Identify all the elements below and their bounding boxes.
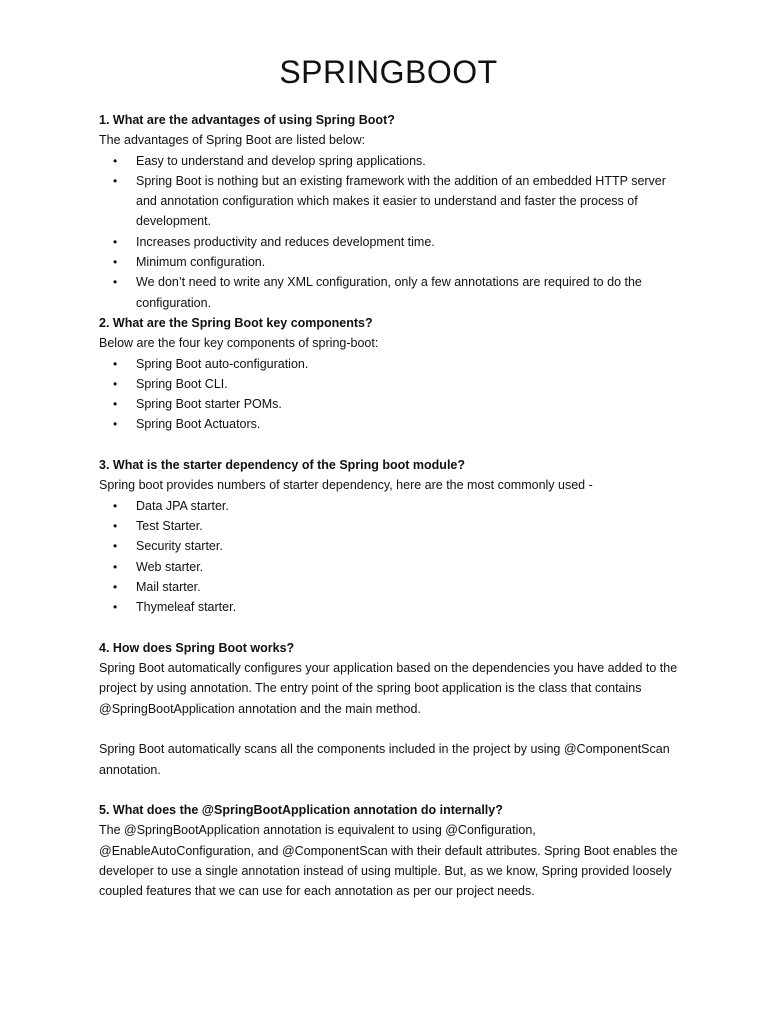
question-heading: 5. What does the @SpringBootApplication annotation do internally? — [99, 803, 503, 818]
list-item: • We don’t need to write any XML configuration, only a few annotations are required to do the configuration. — [136, 272, 678, 313]
list-item: • Thymeleaf starter. — [136, 597, 678, 617]
bullet-icon: • — [113, 498, 118, 513]
list-item: • Minimum configuration. — [136, 252, 678, 272]
section-intro: The advantages of Spring Boot are listed below: — [99, 133, 366, 148]
spacer — [99, 780, 678, 800]
paragraph: Spring Boot automatically scans all the components included in the project by using @ComponentScan annotation. — [99, 742, 670, 777]
list-item: • Easy to understand and develop spring applications. — [136, 151, 678, 171]
bullet-list — [99, 354, 678, 435]
bullet-icon: • — [113, 417, 118, 432]
bullet-icon: • — [113, 559, 118, 574]
list-item: • Spring Boot Actuators. — [136, 414, 678, 434]
list-item: • Data JPA starter. — [136, 496, 678, 516]
question-heading: 1. What are the advantages of using Spring Boot? — [99, 113, 395, 127]
bullet-list — [99, 496, 678, 618]
paragraph: The @SpringBootApplication annotation is equivalent to using @Configuration, @EnableAutoConfiguration, and @ComponentScan with their default attributes. Spring Boot enables the developer to use a single annotation instead of using multiple. But, as we know, Spring provided loosely coupled features that we can use for each annotation as per our project needs. — [99, 823, 678, 899]
list-item: • Spring Boot starter POMs. — [136, 394, 678, 414]
bullet-icon: • — [113, 376, 118, 391]
list-item: • Security starter. — [136, 536, 678, 556]
bullet-icon: • — [113, 255, 118, 270]
section-how-it-works — [99, 638, 678, 780]
bullet-icon: • — [113, 275, 118, 290]
question-heading: 2. What are the Spring Boot key components? — [99, 315, 373, 330]
list-item: • Mail starter. — [136, 577, 678, 597]
list-item: • Spring Boot is nothing but an existing framework with the addition of an embedded HTTP server and annotation configuration which makes it easier to understand and faster the process of development. — [136, 171, 678, 232]
bullet-icon: • — [113, 579, 118, 594]
list-item: • Spring Boot auto-configuration. — [136, 354, 678, 374]
spacer — [99, 719, 678, 739]
section-key-components — [99, 313, 678, 435]
bullet-icon: • — [113, 539, 118, 554]
question-heading: 3. What is the starter dependency of the Spring boot module? — [99, 458, 466, 473]
bullet-icon: • — [113, 397, 118, 412]
list-item: • Web starter. — [136, 557, 678, 577]
paragraph: Spring Boot automatically configures your application based on the dependencies you have added to the project by using annotation. The entry point of the spring boot application is the class that contains @SpringBootApplication annotation and the main method. — [99, 661, 678, 716]
bullet-icon: • — [113, 356, 118, 371]
bullet-list — [99, 151, 678, 313]
bullet-icon: • — [113, 153, 118, 168]
document-body — [99, 110, 678, 902]
list-item: • Spring Boot CLI. — [136, 374, 678, 394]
bullet-icon: • — [113, 518, 118, 533]
spacer — [99, 435, 678, 455]
spacer — [99, 617, 678, 637]
question-heading: 4. How does Spring Boot works? — [99, 640, 295, 655]
bullet-icon: • — [113, 600, 118, 615]
section-springbootapplication — [99, 800, 678, 901]
list-item: • Increases productivity and reduces development time. — [136, 232, 678, 252]
section-starter-dependency — [99, 455, 678, 617]
section-intro: Below are the four key components of spring-boot: — [99, 336, 379, 351]
section-intro: Spring boot provides numbers of starter dependency, here are the most commonly used - — [99, 478, 593, 493]
bullet-icon: • — [113, 234, 118, 249]
list-item: • Test Starter. — [136, 516, 678, 536]
document-title: SPRINGBOOT — [279, 54, 498, 90]
bullet-icon: • — [113, 173, 118, 188]
section-advantages — [99, 110, 678, 313]
